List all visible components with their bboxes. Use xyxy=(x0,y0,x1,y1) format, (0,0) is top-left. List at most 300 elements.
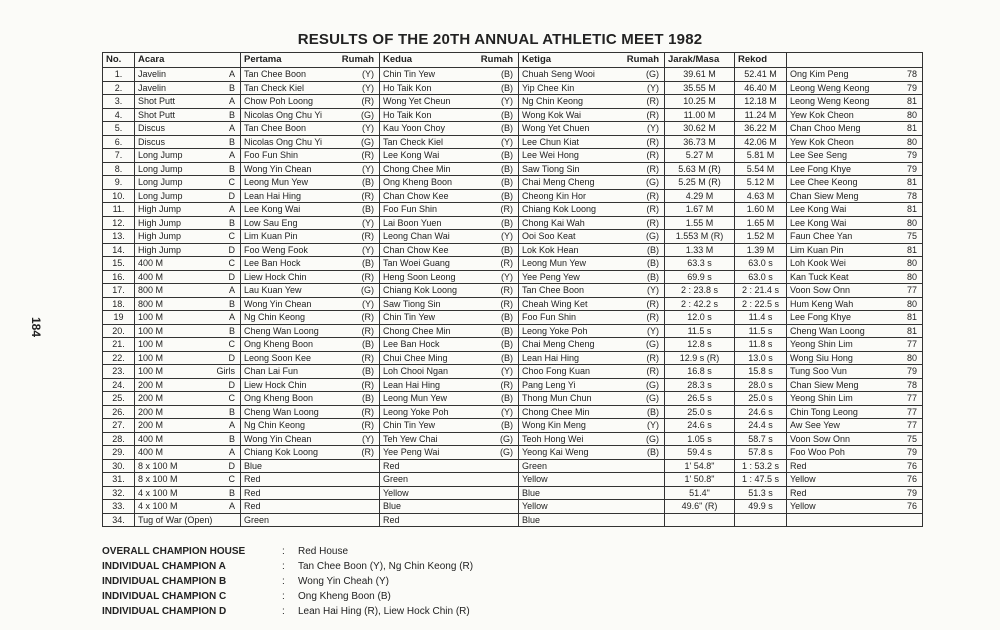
event-cell: Javelin A xyxy=(135,68,241,82)
record-holder-cell: Lim Kuan Pin 81 xyxy=(787,243,923,257)
first-place-cell: Tan Check Kiel (Y) xyxy=(241,81,380,95)
header-pertama: Pertama Rumah xyxy=(241,53,380,68)
result-cell: 2 : 42.2 s xyxy=(665,297,735,311)
table-row xyxy=(103,162,923,176)
event-cell: Long Jump C xyxy=(135,176,241,190)
third-place-cell: Leong Yoke Poh (Y) xyxy=(519,324,665,338)
table-row xyxy=(103,230,923,244)
record-holder-cell: Ong Kim Peng 78 xyxy=(787,68,923,82)
result-cell: 12.9 s (R) xyxy=(665,351,735,365)
event-cell: 100 M Girls xyxy=(135,365,241,379)
record-holder-cell: Yellow 76 xyxy=(787,500,923,514)
second-place-cell: Green xyxy=(380,473,519,487)
second-place-cell: Leong Mun Yew (B) xyxy=(380,392,519,406)
second-place-cell: Lee Kong Wai (B) xyxy=(380,149,519,163)
record-holder-cell: Aw See Yew 77 xyxy=(787,419,923,433)
first-place-cell: Lee Ban Hock (B) xyxy=(241,257,380,271)
row-number: 17. xyxy=(103,284,135,298)
result-cell: 1.55 M xyxy=(665,216,735,230)
header-jarak: Jarak/Masa xyxy=(665,53,735,68)
event-cell: 4 x 100 M B xyxy=(135,486,241,500)
first-place-cell: Red xyxy=(241,486,380,500)
champion-line xyxy=(102,544,473,559)
event-cell: Long Jump D xyxy=(135,189,241,203)
table-row xyxy=(103,135,923,149)
row-number: 33. xyxy=(103,500,135,514)
champion-line xyxy=(102,574,473,589)
third-place-cell: Yip Chee Kin (Y) xyxy=(519,81,665,95)
table-row xyxy=(103,203,923,217)
record-cell: 1.60 M xyxy=(735,203,787,217)
first-place-cell: Foo Weng Fook (Y) xyxy=(241,243,380,257)
header-no: No. xyxy=(103,53,135,68)
third-place-cell: Cheong Kin Hor (R) xyxy=(519,189,665,203)
table-row xyxy=(103,270,923,284)
record-cell: 15.8 s xyxy=(735,365,787,379)
result-cell: 11.5 s xyxy=(665,324,735,338)
first-place-cell: Wong Yin Chean (Y) xyxy=(241,297,380,311)
champion-line xyxy=(102,559,473,574)
record-cell: 52.41 M xyxy=(735,68,787,82)
header-kedua: Kedua Rumah xyxy=(380,53,519,68)
table-row xyxy=(103,189,923,203)
result-cell: 59.4 s xyxy=(665,446,735,460)
champion-colon: : xyxy=(282,546,285,557)
record-cell: 57.8 s xyxy=(735,446,787,460)
event-cell: 100 M A xyxy=(135,311,241,325)
row-number: 12. xyxy=(103,216,135,230)
record-holder-cell: Yellow 76 xyxy=(787,473,923,487)
result-cell: 5.27 M xyxy=(665,149,735,163)
result-cell: 63.3 s xyxy=(665,257,735,271)
result-cell: 1.67 M xyxy=(665,203,735,217)
table-row xyxy=(103,108,923,122)
first-place-cell: Tan Chee Boon (Y) xyxy=(241,122,380,136)
row-number: 28. xyxy=(103,432,135,446)
record-holder-cell: Foo Woo Poh 79 xyxy=(787,446,923,460)
first-place-cell: Red xyxy=(241,500,380,514)
event-cell: 100 M C xyxy=(135,338,241,352)
third-place-cell: Choo Fong Kuan (R) xyxy=(519,365,665,379)
third-place-cell: Lean Hai Hing (R) xyxy=(519,351,665,365)
table-row xyxy=(103,216,923,230)
row-number: 3. xyxy=(103,95,135,109)
record-cell: 11.8 s xyxy=(735,338,787,352)
record-cell: 11.5 s xyxy=(735,324,787,338)
champion-value: Tan Chee Boon (Y), Ng Chin Keong (R) xyxy=(298,561,474,572)
table-row xyxy=(103,513,923,527)
record-cell: 49.9 s xyxy=(735,500,787,514)
row-number: 16. xyxy=(103,270,135,284)
result-cell: 28.3 s xyxy=(665,378,735,392)
event-cell: 200 M C xyxy=(135,392,241,406)
champion-colon: : xyxy=(282,606,285,617)
second-place-cell: Wong Yet Cheun (Y) xyxy=(380,95,519,109)
row-number: 22. xyxy=(103,351,135,365)
event-cell: 400 M B xyxy=(135,432,241,446)
event-cell: 200 M D xyxy=(135,378,241,392)
row-number: 1. xyxy=(103,68,135,82)
first-place-cell: Ong Kheng Boon (B) xyxy=(241,338,380,352)
record-cell: 1.39 M xyxy=(735,243,787,257)
second-place-cell: Teh Yew Chai (G) xyxy=(380,432,519,446)
row-number: 26. xyxy=(103,405,135,419)
second-place-cell: Lai Boon Yuen (B) xyxy=(380,216,519,230)
champion-label: INDIVIDUAL CHAMPION A xyxy=(102,561,226,572)
first-place-cell: Nicolas Ong Chu Yi (G) xyxy=(241,135,380,149)
table-row xyxy=(103,243,923,257)
table-row xyxy=(103,81,923,95)
second-place-cell: Kau Yoon Choy (B) xyxy=(380,122,519,136)
record-holder-cell: Voon Sow Onn 77 xyxy=(787,284,923,298)
third-place-cell: Yellow xyxy=(519,500,665,514)
second-place-cell: Foo Fun Shin (R) xyxy=(380,203,519,217)
result-cell: 11.00 M xyxy=(665,108,735,122)
record-holder-cell: Lee Kong Wai 81 xyxy=(787,203,923,217)
row-number: 19 xyxy=(103,311,135,325)
third-place-cell: Leong Mun Yew (B) xyxy=(519,257,665,271)
row-number: 21. xyxy=(103,338,135,352)
champion-label: INDIVIDUAL CHAMPION D xyxy=(102,606,227,617)
record-holder-cell: Yew Kok Cheon 80 xyxy=(787,135,923,149)
event-cell: 8 x 100 M C xyxy=(135,473,241,487)
table-row xyxy=(103,122,923,136)
first-place-cell: Chow Poh Loong (R) xyxy=(241,95,380,109)
record-holder-cell: Faun Chee Yan 75 xyxy=(787,230,923,244)
third-place-cell: Ooi Soo Keat (G) xyxy=(519,230,665,244)
table-row xyxy=(103,297,923,311)
table-row xyxy=(103,338,923,352)
header-ketiga: Ketiga Rumah xyxy=(519,53,665,68)
second-place-cell: Chui Chee Ming (B) xyxy=(380,351,519,365)
record-cell: 11.24 M xyxy=(735,108,787,122)
event-cell: High Jump C xyxy=(135,230,241,244)
third-place-cell: Yellow xyxy=(519,473,665,487)
record-cell: 2 : 21.4 s xyxy=(735,284,787,298)
second-place-cell: Loh Chooi Ngan (Y) xyxy=(380,365,519,379)
result-cell: 12.0 s xyxy=(665,311,735,325)
second-place-cell: Chiang Kok Loong (R) xyxy=(380,284,519,298)
first-place-cell: Chiang Kok Loong (R) xyxy=(241,446,380,460)
table-row xyxy=(103,257,923,271)
header-holder xyxy=(787,53,923,68)
row-number: 31. xyxy=(103,473,135,487)
third-place-cell: Pang Leng Yi (G) xyxy=(519,378,665,392)
event-cell: High Jump A xyxy=(135,203,241,217)
record-holder-cell: Yeong Shin Lim 77 xyxy=(787,392,923,406)
first-place-cell: Foo Fun Shin (R) xyxy=(241,149,380,163)
first-place-cell: Blue xyxy=(241,459,380,473)
record-holder-cell: Lee Kong Wai 80 xyxy=(787,216,923,230)
result-cell: 1.33 M xyxy=(665,243,735,257)
champion-label: INDIVIDUAL CHAMPION B xyxy=(102,576,227,587)
second-place-cell: Heng Soon Leong (Y) xyxy=(380,270,519,284)
record-cell: 42.06 M xyxy=(735,135,787,149)
row-number: 2. xyxy=(103,81,135,95)
result-cell: 26.5 s xyxy=(665,392,735,406)
event-cell: 400 M C xyxy=(135,257,241,271)
second-place-cell: Lean Hai Hing (R) xyxy=(380,378,519,392)
champion-colon: : xyxy=(282,561,285,572)
record-holder-cell: Lee See Seng 79 xyxy=(787,149,923,163)
row-number: 9. xyxy=(103,176,135,190)
result-cell: 49.6" (R) xyxy=(665,500,735,514)
result-cell: 16.8 s xyxy=(665,365,735,379)
result-cell: 36.73 M xyxy=(665,135,735,149)
champion-value: Red House xyxy=(298,546,349,557)
first-place-cell: Ng Chin Keong (R) xyxy=(241,419,380,433)
record-cell: 63.0 s xyxy=(735,270,787,284)
first-place-cell: Lee Kong Wai (B) xyxy=(241,203,380,217)
second-place-cell: Ho Taik Kon (B) xyxy=(380,108,519,122)
table-row xyxy=(103,459,923,473)
header-acara: Acara xyxy=(135,53,241,68)
third-place-cell: Chai Meng Cheng (G) xyxy=(519,176,665,190)
row-number: 14. xyxy=(103,243,135,257)
second-place-cell: Chong Chee Min (B) xyxy=(380,324,519,338)
third-place-cell: Lee Chun Kiat (R) xyxy=(519,135,665,149)
row-number: 11. xyxy=(103,203,135,217)
first-place-cell: Ong Kheng Boon (B) xyxy=(241,392,380,406)
row-number: 24. xyxy=(103,378,135,392)
record-holder-cell: Lee Chee Keong 81 xyxy=(787,176,923,190)
page-number: 184 xyxy=(29,316,44,338)
event-cell: Discus B xyxy=(135,135,241,149)
event-cell: High Jump D xyxy=(135,243,241,257)
event-cell: Javelin B xyxy=(135,81,241,95)
event-cell: 100 M B xyxy=(135,324,241,338)
third-place-cell: Chuah Seng Wooi (G) xyxy=(519,68,665,82)
row-number: 29. xyxy=(103,446,135,460)
record-cell: 12.18 M xyxy=(735,95,787,109)
record-cell: 63.0 s xyxy=(735,257,787,271)
result-cell: 5.63 M (R) xyxy=(665,162,735,176)
champion-line xyxy=(102,604,473,619)
third-place-cell: Cheah Wing Ket (R) xyxy=(519,297,665,311)
second-place-cell: Chin Tin Yew (B) xyxy=(380,311,519,325)
event-cell: 400 M D xyxy=(135,270,241,284)
record-cell: 5.81 M xyxy=(735,149,787,163)
event-cell: 200 M A xyxy=(135,419,241,433)
third-place-cell: Lok Kok Hean (B) xyxy=(519,243,665,257)
record-holder-cell: Red 79 xyxy=(787,486,923,500)
record-holder-cell xyxy=(787,513,923,527)
row-number: 32. xyxy=(103,486,135,500)
event-cell: High Jump B xyxy=(135,216,241,230)
second-place-cell: Leong Yoke Poh (Y) xyxy=(380,405,519,419)
second-place-cell: Leong Chan Wai (Y) xyxy=(380,230,519,244)
row-number: 13. xyxy=(103,230,135,244)
champion-value: Ong Kheng Boon (B) xyxy=(298,591,391,602)
third-place-cell: Green xyxy=(519,459,665,473)
record-cell: 25.0 s xyxy=(735,392,787,406)
second-place-cell: Red xyxy=(380,513,519,527)
record-holder-cell: Lee Fong Khye 81 xyxy=(787,311,923,325)
third-place-cell: Yee Peng Yew (B) xyxy=(519,270,665,284)
row-number: 25. xyxy=(103,392,135,406)
first-place-cell: Ng Chin Keong (R) xyxy=(241,311,380,325)
record-cell: 13.0 s xyxy=(735,351,787,365)
record-cell: 4.63 M xyxy=(735,189,787,203)
results-table xyxy=(102,52,923,527)
third-place-cell: Chong Kai Wah (R) xyxy=(519,216,665,230)
record-holder-cell: Yeong Shin Lim 77 xyxy=(787,338,923,352)
third-place-cell: Wong Kok Wai (R) xyxy=(519,108,665,122)
champion-value: Wong Yin Cheah (Y) xyxy=(298,576,389,587)
record-cell: 5.12 M xyxy=(735,176,787,190)
row-number: 7. xyxy=(103,149,135,163)
second-place-cell: Ong Kheng Boon (B) xyxy=(380,176,519,190)
third-place-cell: Blue xyxy=(519,513,665,527)
record-holder-cell: Chan Choo Meng 81 xyxy=(787,122,923,136)
third-place-cell: Teoh Hong Wei (G) xyxy=(519,432,665,446)
record-cell: 11.4 s xyxy=(735,311,787,325)
third-place-cell: Thong Mun Chun (G) xyxy=(519,392,665,406)
table-row xyxy=(103,284,923,298)
third-place-cell: Chiang Kok Loong (R) xyxy=(519,203,665,217)
record-cell: 36.22 M xyxy=(735,122,787,136)
event-cell: Long Jump B xyxy=(135,162,241,176)
row-number: 8. xyxy=(103,162,135,176)
record-holder-cell: Voon Sow Onn 75 xyxy=(787,432,923,446)
result-cell: 35.55 M xyxy=(665,81,735,95)
champion-label: INDIVIDUAL CHAMPION C xyxy=(102,591,227,602)
event-cell: 800 M B xyxy=(135,297,241,311)
record-cell: 51.3 s xyxy=(735,486,787,500)
third-place-cell: Wong Yet Chuen (Y) xyxy=(519,122,665,136)
champions-summary xyxy=(102,544,473,619)
first-place-cell: Lean Hai Hing (R) xyxy=(241,189,380,203)
record-cell: 28.0 s xyxy=(735,378,787,392)
second-place-cell: Saw Tiong Sin (R) xyxy=(380,297,519,311)
record-cell: 1 : 53.2 s xyxy=(735,459,787,473)
first-place-cell: Chan Lai Fun (B) xyxy=(241,365,380,379)
result-cell: 2 : 23.8 s xyxy=(665,284,735,298)
second-place-cell: Chong Chee Min (B) xyxy=(380,162,519,176)
first-place-cell: Liew Hock Chin (R) xyxy=(241,378,380,392)
table-row xyxy=(103,351,923,365)
result-cell xyxy=(665,513,735,527)
record-holder-cell: Loh Kook Wei 80 xyxy=(787,257,923,271)
record-holder-cell: Lee Fong Khye 79 xyxy=(787,162,923,176)
record-holder-cell: Chin Tong Leong 77 xyxy=(787,405,923,419)
record-cell: 24.6 s xyxy=(735,405,787,419)
record-cell: 46.40 M xyxy=(735,81,787,95)
record-cell: 1 : 47.5 s xyxy=(735,473,787,487)
result-cell: 25.0 s xyxy=(665,405,735,419)
event-cell: 4 x 100 M A xyxy=(135,500,241,514)
second-place-cell: Chin Tin Yew (B) xyxy=(380,419,519,433)
champion-colon: : xyxy=(282,591,285,602)
third-place-cell: Foo Fun Shin (R) xyxy=(519,311,665,325)
first-place-cell: Nicolas Ong Chu Yi (G) xyxy=(241,108,380,122)
table-row xyxy=(103,405,923,419)
result-cell: 1.553 M (R) xyxy=(665,230,735,244)
table-row xyxy=(103,149,923,163)
page-title: RESULTS OF THE 20TH ANNUAL ATHLETIC MEET 1982 xyxy=(297,31,703,48)
event-cell: 100 M D xyxy=(135,351,241,365)
third-place-cell: Tan Chee Boon (Y) xyxy=(519,284,665,298)
record-holder-cell: Chan Siew Meng 78 xyxy=(787,189,923,203)
champion-colon: : xyxy=(282,576,285,587)
table-row xyxy=(103,365,923,379)
record-cell: 2 : 22.5 s xyxy=(735,297,787,311)
third-place-cell: Lee Wei Hong (R) xyxy=(519,149,665,163)
second-place-cell: Yee Peng Wai (G) xyxy=(380,446,519,460)
first-place-cell: Red xyxy=(241,473,380,487)
table-row xyxy=(103,500,923,514)
table-row xyxy=(103,473,923,487)
row-number: 20. xyxy=(103,324,135,338)
row-number: 23. xyxy=(103,365,135,379)
record-holder-cell: Red 76 xyxy=(787,459,923,473)
row-number: 5. xyxy=(103,122,135,136)
third-place-cell: Ng Chin Keong (R) xyxy=(519,95,665,109)
second-place-cell: Lee Ban Hock (B) xyxy=(380,338,519,352)
record-cell xyxy=(735,513,787,527)
header-rekod: Rekod xyxy=(735,53,787,68)
row-number: 10. xyxy=(103,189,135,203)
first-place-cell: Leong Soon Kee (R) xyxy=(241,351,380,365)
table-row xyxy=(103,432,923,446)
event-cell: Tug of War (Open) xyxy=(135,513,241,527)
champion-value: Lean Hai Hing (R), Liew Hock Chin (R) xyxy=(298,606,470,617)
second-place-cell: Tan Woei Guang (R) xyxy=(380,257,519,271)
record-holder-cell: Tung Soo Vun 79 xyxy=(787,365,923,379)
event-cell: 8 x 100 M D xyxy=(135,459,241,473)
second-place-cell: Yellow xyxy=(380,486,519,500)
third-place-cell: Chai Meng Cheng (G) xyxy=(519,338,665,352)
first-place-cell: Leong Mun Yew (B) xyxy=(241,176,380,190)
event-cell: 800 M A xyxy=(135,284,241,298)
first-place-cell: Liew Hock Chin (R) xyxy=(241,270,380,284)
result-cell: 24.6 s xyxy=(665,419,735,433)
table-row xyxy=(103,311,923,325)
second-place-cell: Red xyxy=(380,459,519,473)
table-row xyxy=(103,419,923,433)
record-cell: 24.4 s xyxy=(735,419,787,433)
table-row xyxy=(103,324,923,338)
result-cell: 51.4" xyxy=(665,486,735,500)
event-cell: Shot Putt B xyxy=(135,108,241,122)
third-place-cell: Yeong Kai Weng (B) xyxy=(519,446,665,460)
row-number: 18. xyxy=(103,297,135,311)
table-row xyxy=(103,446,923,460)
result-cell: 30.62 M xyxy=(665,122,735,136)
result-cell: 10.25 M xyxy=(665,95,735,109)
record-holder-cell: Yew Kok Cheon 80 xyxy=(787,108,923,122)
event-cell: Shot Putt A xyxy=(135,95,241,109)
record-holder-cell: Cheng Wan Loong 81 xyxy=(787,324,923,338)
record-holder-cell: Leong Weng Keong 79 xyxy=(787,81,923,95)
table-row xyxy=(103,176,923,190)
record-holder-cell: Wong Siu Hong 80 xyxy=(787,351,923,365)
table-row xyxy=(103,378,923,392)
event-cell: 400 M A xyxy=(135,446,241,460)
row-number: 34. xyxy=(103,513,135,527)
event-cell: 200 M B xyxy=(135,405,241,419)
first-place-cell: Lau Kuan Yew (G) xyxy=(241,284,380,298)
record-holder-cell: Kan Tuck Keat 80 xyxy=(787,270,923,284)
second-place-cell: Chan Chow Kee (B) xyxy=(380,189,519,203)
event-cell: Discus A xyxy=(135,122,241,136)
record-holder-cell: Hum Keng Wah 80 xyxy=(787,297,923,311)
second-place-cell: Ho Taik Kon (B) xyxy=(380,81,519,95)
result-cell: 4.29 M xyxy=(665,189,735,203)
event-cell: Long Jump A xyxy=(135,149,241,163)
record-cell: 58.7 s xyxy=(735,432,787,446)
result-cell: 39.61 M xyxy=(665,68,735,82)
